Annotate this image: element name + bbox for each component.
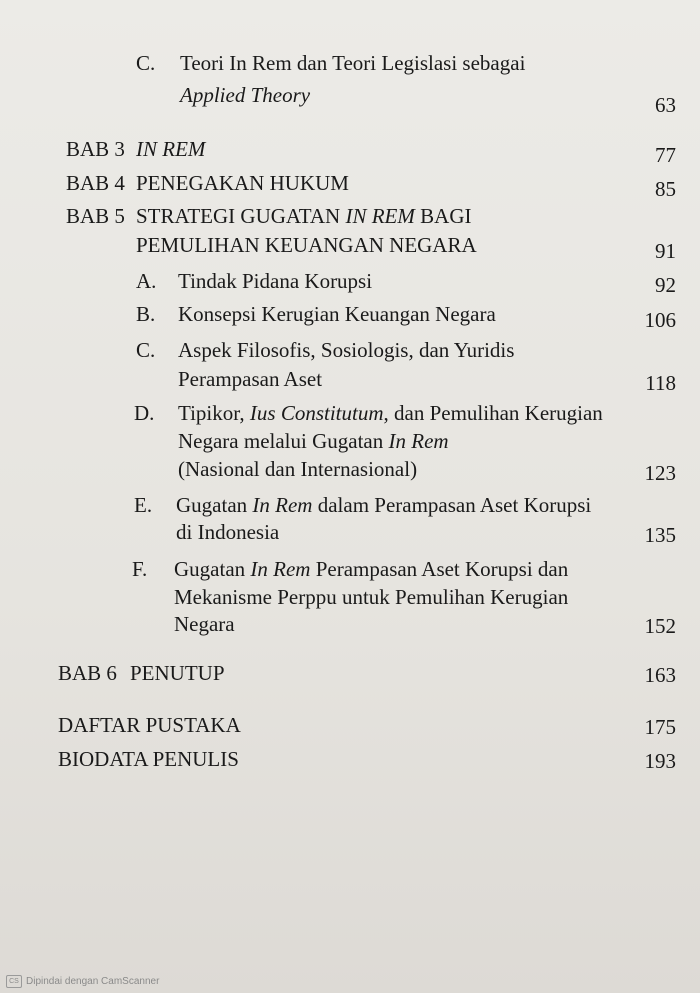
toc-entry-c2-line2: Perampasan Aset	[178, 367, 323, 391]
toc-bab3-page: 77	[655, 143, 676, 167]
toc-entry-e-line2: di Indonesia	[176, 520, 280, 544]
toc-biodata-penulis: BIODATA PENULIS	[58, 747, 239, 771]
toc-entry-d-line3: (Nasional dan Internasional)	[178, 457, 418, 481]
toc-entry-a: Tindak Pidana Korupsi	[178, 269, 373, 293]
toc-entry-f-line3: Negara	[174, 612, 235, 636]
toc-bab5-page: 91	[655, 239, 676, 263]
camscanner-icon: CS	[6, 975, 22, 988]
toc-daftar-pustaka: DAFTAR PUSTAKA	[58, 713, 241, 737]
toc-entry-e-line1-italic: In Rem	[252, 493, 313, 517]
toc-bab3-label: BAB 3	[66, 137, 125, 161]
toc-daftar-page: 175	[644, 715, 676, 739]
toc-bab3-title: IN REM	[136, 137, 206, 161]
toc-bab6-label: BAB 6	[58, 661, 117, 685]
toc-entry-f-line1	[174, 556, 568, 582]
toc-letter-d: D.	[134, 401, 155, 425]
toc-bab5-title-line2: PEMULIHAN KEUANGAN NEGARA	[136, 233, 477, 257]
toc-entry-d-line2-a: Negara melalui Gugatan	[178, 429, 389, 453]
toc-page-f: 152	[644, 614, 676, 638]
toc-entry-f-line1-a: Gugatan	[174, 557, 251, 581]
toc-letter-b: B.	[136, 302, 156, 326]
toc-entry-e-line1-a: Gugatan	[176, 493, 253, 517]
toc-entry-f-line1-italic: In Rem	[250, 557, 311, 581]
toc-letter-f: F.	[132, 557, 148, 581]
toc-bab5-title-line1	[136, 203, 471, 229]
toc-entry-f-line1-b: Perampasan Aset Korupsi dan	[310, 557, 569, 581]
camscanner-watermark	[6, 975, 159, 988]
toc-bab6-title: PENUTUP	[130, 661, 225, 685]
toc-entry-d-line1-b: , dan Pemulihan Kerugian	[383, 401, 603, 425]
toc-entry-c-line1: Teori In Rem dan Teori Legislasi sebagai	[180, 51, 526, 75]
toc-entry-c-line2: Applied Theory	[180, 83, 311, 107]
toc-page-d: 123	[644, 461, 676, 485]
toc-biodata-page: 193	[644, 749, 676, 773]
toc-bab4-page: 85	[655, 177, 676, 201]
toc-entry-c2-line1: Aspek Filosofis, Sosiologis, dan Yuridis	[178, 338, 515, 362]
toc-entry-e-line1	[176, 492, 591, 518]
toc-bab5-title-italic: IN REM	[345, 204, 415, 228]
toc-letter-a: A.	[136, 269, 157, 293]
toc-entry-d-line2	[178, 428, 449, 454]
toc-page-c2: 118	[645, 371, 676, 395]
toc-letter-c2: C.	[136, 338, 156, 362]
toc-entry-d-line1	[178, 400, 603, 426]
toc-entry-e-line1-b: dalam Perampasan Aset Korupsi	[312, 493, 592, 517]
camscanner-text: Dipindai dengan CamScanner	[26, 976, 160, 987]
toc-page-e: 135	[644, 523, 676, 547]
toc-entry-f-line2: Mekanisme Perppu untuk Pemulihan Kerugian	[174, 585, 569, 609]
toc-bab4-title: PENEGAKAN HUKUM	[136, 171, 349, 195]
toc-bab6-page: 163	[644, 663, 676, 687]
toc-page-b: 106	[644, 308, 676, 332]
toc-bab5-title-b: BAGI	[414, 204, 472, 228]
toc-entry-d-line2-italic: In Rem	[388, 429, 449, 453]
toc-bab4-label: BAB 4	[66, 171, 125, 195]
toc-page-c: 63	[655, 93, 676, 117]
toc-bab5-title-a: STRATEGI GUGATAN	[136, 204, 346, 228]
toc-entry-d-line1-italic: Ius Constitutum	[249, 401, 384, 425]
toc-entry-b: Konsepsi Kerugian Keuangan Negara	[178, 302, 496, 326]
toc-bab5-label: BAB 5	[66, 204, 125, 228]
toc-letter-c: C.	[136, 51, 156, 75]
toc-letter-e: E.	[134, 493, 153, 517]
toc-page-a: 92	[655, 273, 676, 297]
toc-entry-d-line1-a: Tipikor,	[178, 401, 250, 425]
